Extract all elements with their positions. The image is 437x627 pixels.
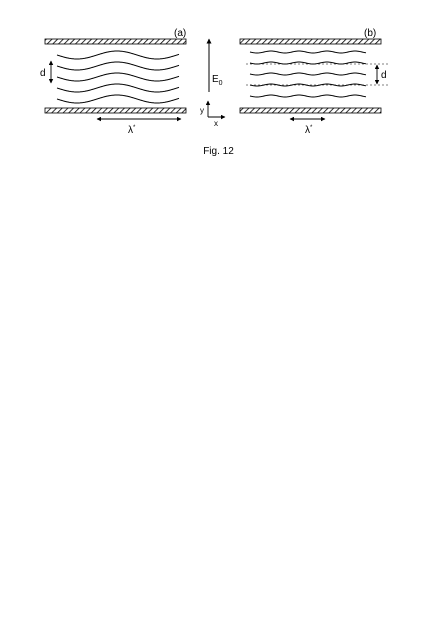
panel-a-layer-line [57, 62, 179, 70]
panel-b-bottom-plate [240, 108, 381, 113]
panel-a-top-plate [45, 39, 186, 44]
panel-a-layer-line [57, 84, 179, 92]
figure-caption: Fig. 12 [203, 146, 234, 157]
panel-a-layer-line [57, 51, 179, 59]
figure-12 [0, 0, 437, 140]
panel-b-label: (b) [364, 28, 377, 39]
panel-b-spacing-label: d [381, 70, 387, 81]
panel-b-wavelength-label: λ* [305, 125, 313, 136]
panel-a-bottom-plate [45, 108, 186, 113]
axis-y-label: y [200, 106, 204, 115]
panel-a-spacing-label: d [40, 68, 46, 79]
panel-a-wavelength-label: λ* [128, 125, 136, 136]
axis-x-label: x [214, 119, 218, 128]
panel-a-layer-line [57, 73, 179, 81]
panel-a-label: (a) [174, 28, 187, 39]
panel-b-layer-line [250, 95, 366, 97]
panel-b-layer-line [250, 51, 366, 53]
panel-b [240, 28, 388, 136]
panel-b-layer-line [250, 73, 366, 75]
panel-b-top-plate [240, 39, 381, 44]
field-and-axes [200, 39, 225, 128]
field-label: $E_0$ [212, 74, 223, 87]
panel-a-layer-line [57, 95, 179, 103]
panel-b-layers [250, 51, 366, 97]
panel-a-layers [57, 51, 179, 103]
panel-a [40, 28, 186, 136]
